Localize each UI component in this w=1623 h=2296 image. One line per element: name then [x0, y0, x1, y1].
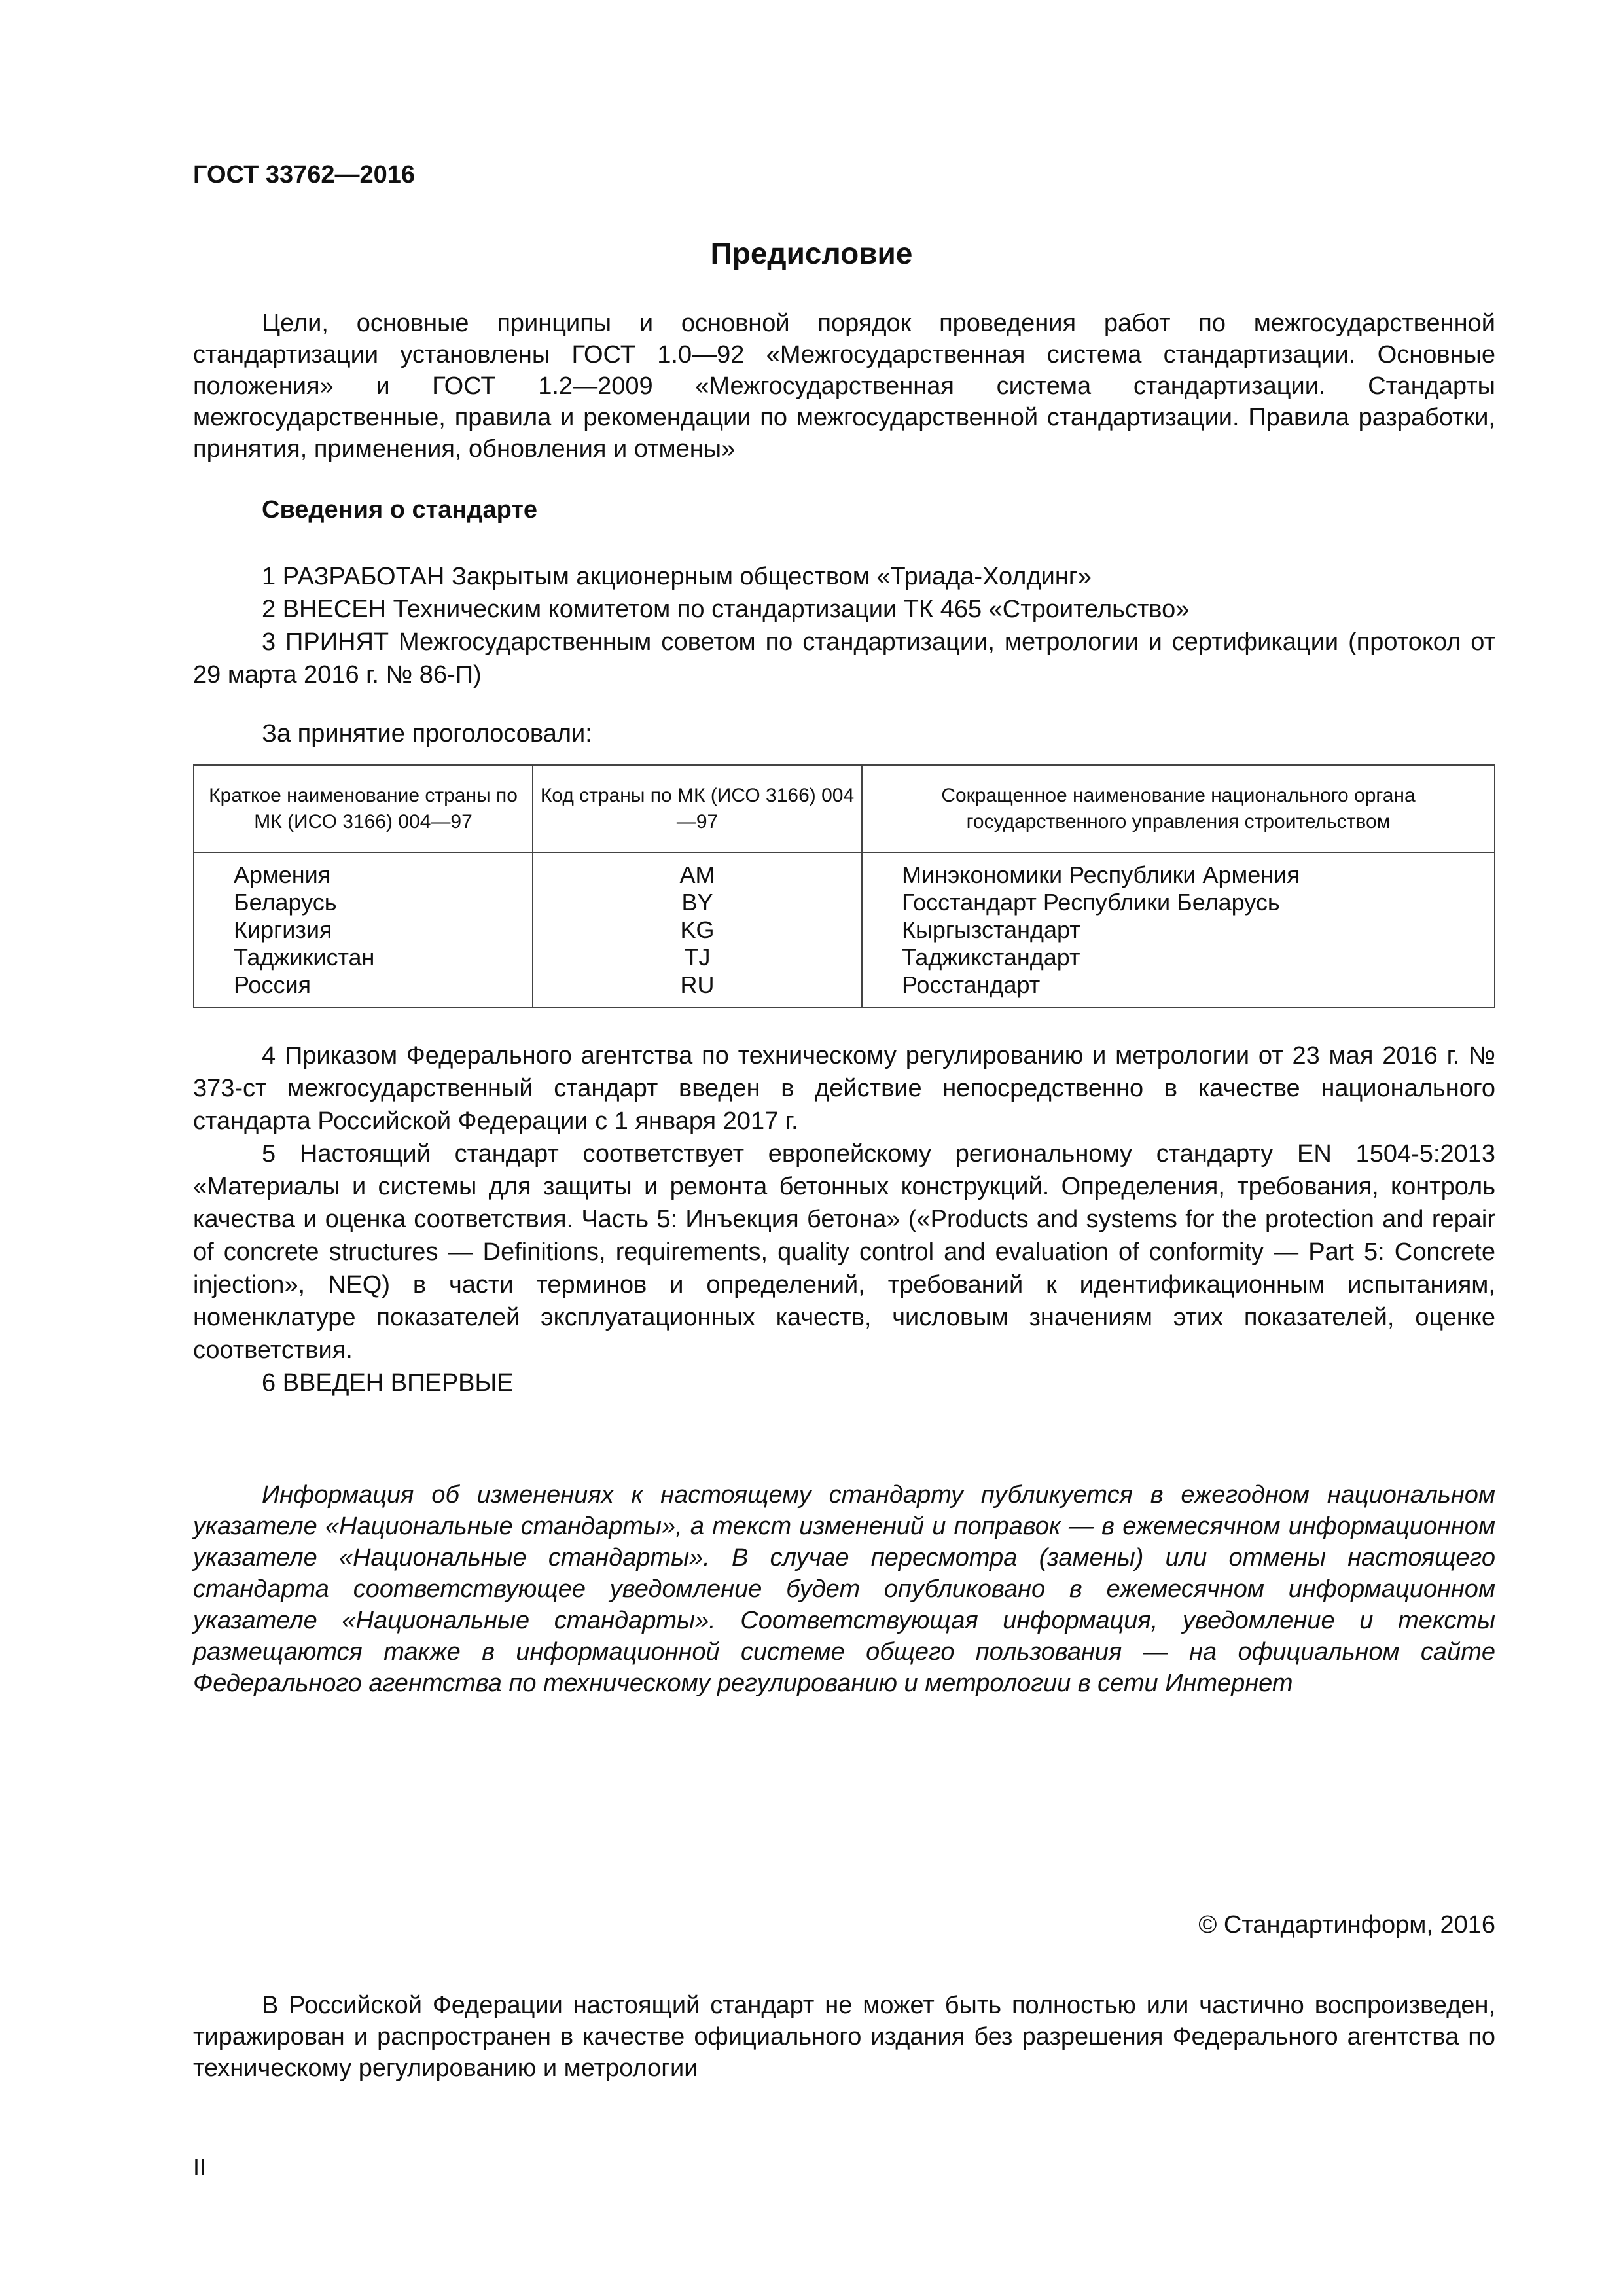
vote-intro-block [193, 720, 1495, 748]
code-column [533, 853, 862, 1007]
table-cell-body: Минэкономики Республики Армения [902, 861, 1300, 888]
copyright: © Стандартинформ, 2016 [1198, 1911, 1495, 1939]
rights-block [193, 1990, 1495, 2084]
header-country: Краткое наименование страны по МК (ИСО 3166) 004—97 [194, 765, 533, 853]
body-column [862, 853, 1495, 1007]
table-cell-country: Киргизия [234, 916, 332, 943]
page-title: Предисловие [710, 236, 913, 270]
intro-block [193, 308, 1495, 465]
country-column [194, 853, 533, 1007]
item-2: 2 ВНЕСЕН Техническим комитетом по стандартизации ТК 465 «Строительство» [262, 596, 1190, 623]
item-3: 3 ПРИНЯТ Межгосударственным советом по стандартизации, метрологии и сертификации (протокол от 29 марта 2016 г. № 86-П) [193, 628, 1495, 689]
item-5: 5 Настоящий стандарт соответствует европейскому региональному стандарту EN 1504-5:2013 «Материалы и системы для защиты и ремонта бетонных конструкций. Определения, требования, контроль качества и оценка соответствия. Часть 5: Инъекция бетона» («Products and systems for the protection and repair of concrete structures — Definitions, requirements, quality control and evaluation of conformity — Part 5: Concrete injection», NEQ) в части терминов и определений, требований к идентификационным испытаниям, номенклатуре показателей эксплуатационных качеств, числовым значениям этих показателей, оценке соответствия. [193, 1140, 1495, 1364]
vote-table-body [194, 853, 1495, 1007]
item-6: 6 ВВЕДЕН ВПЕРВЫЕ [262, 1369, 514, 1397]
table-cell-code: RU [680, 971, 715, 998]
header-body: Сокращенное наименование национального органа государственного управления строительством [862, 765, 1495, 853]
items-top [193, 560, 1495, 691]
header-code: Код страны по МК (ИСО 3166) 004—97 [533, 765, 862, 853]
table-cell-code: TJ [684, 944, 711, 971]
table-cell-body: Кыргызстандарт [902, 916, 1080, 943]
items-bottom [193, 1039, 1495, 1399]
document-code: ГОСТ 33762—2016 [193, 161, 416, 188]
intro-paragraph: Цели, основные принципы и основной порядок проведения работ по межгосударственной стандартизации установлены ГОСТ 1.0—92 «Межгосударственная система стандартизации. Основные положения» и ГОСТ 1.2—2009 «Межгосударственная система стандартизации. Стандарты межгосударственные, правила и рекомендации по межгосударственной стандартизации. Правила разработки, принятия, применения, обновления и отмены» [193, 310, 1495, 463]
table-cell-code: KG [680, 916, 715, 943]
table-cell-country: Таджикистан [234, 944, 375, 971]
table-cell-country: Беларусь [234, 889, 337, 916]
table-cell-country: Россия [234, 971, 312, 998]
change-notice: Информация об изменениях к настоящему стандарту публикуется в ежегодном национальном указателе «Национальные стандарты», а текст изменений и поправок — в ежемесячном информационном указателе «Национальные стандарты». В случае пересмотра (замены) или отмены настоящего стандарта соответствующее уведомление будет опубликовано в ежемесячном информационном указателе «Национальные стандарты». Соответствующая информация, уведомление и тексты размещаются также в информационной системе общего пользования — на официальном сайте Федерального агентства по техническому регулированию и метрологии в сети Интернет [193, 1481, 1495, 1697]
item-1: 1 РАЗРАБОТАН Закрытым акционерным обществом «Триада-Холдинг» [262, 563, 1092, 590]
table-cell-code: AM [679, 861, 715, 888]
rights-notice: В Российской Федерации настоящий стандарт не может быть полностью или частично воспроизведен, тиражирован и распространен в качестве официального издания без разрешения Федерального агентства по техническому регулированию и метрологии [193, 1992, 1495, 2082]
info-heading: Сведения о стандарте [262, 496, 538, 524]
table-cell-code: BY [681, 889, 713, 916]
table-cell-country: Армения [234, 861, 331, 888]
info-heading-block [193, 496, 1495, 524]
notice-block [193, 1479, 1495, 1699]
table-cell-body: Госстандарт Республики Беларусь [902, 889, 1280, 916]
vote-table [193, 764, 1495, 1008]
table-cell-body: Росстандарт [902, 971, 1041, 998]
item-4: 4 Приказом Федерального агентства по техническому регулированию и метрологии от 23 мая 2016 г. № 373-ст межгосударственный стандарт введен в действие непосредственно в качестве национального стандарта Российской Федерации с 1 января 2017 г. [193, 1042, 1495, 1135]
vote-intro: За принятие проголосовали: [262, 720, 592, 747]
vote-table-header [194, 765, 1495, 853]
page-number: II [193, 2153, 207, 2180]
table-cell-body: Таджикстандарт [902, 944, 1080, 971]
